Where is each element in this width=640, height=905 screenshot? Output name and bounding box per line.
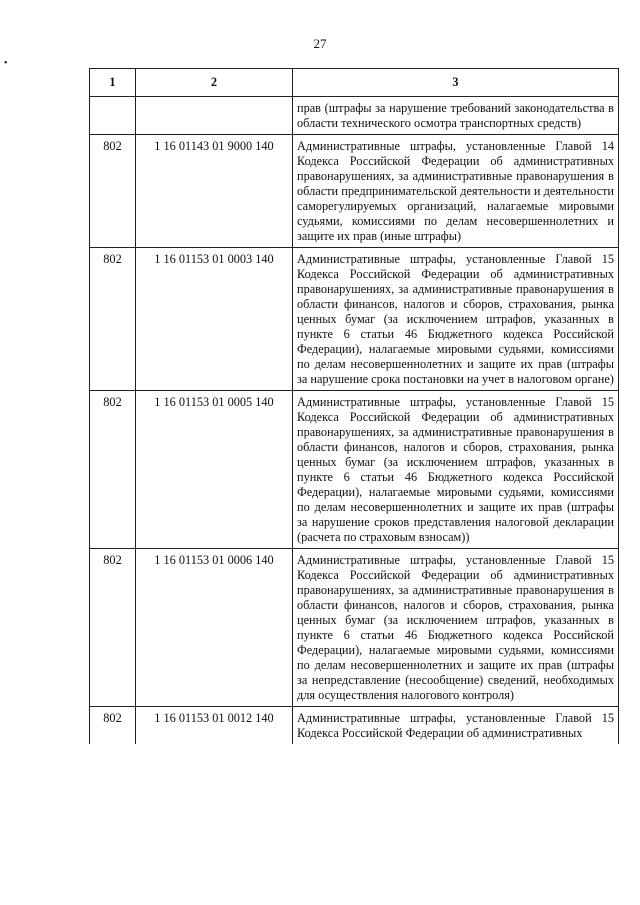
budget-code: 1 16 01153 01 0012 140	[136, 707, 293, 745]
row-number: 802	[90, 549, 136, 707]
budget-code: 1 16 01143 01 9000 140	[136, 135, 293, 248]
table-row	[90, 135, 619, 248]
table-row	[90, 707, 619, 745]
budget-code: 1 16 01153 01 0003 140	[136, 248, 293, 391]
budget-code: 1 16 01153 01 0005 140	[136, 391, 293, 549]
table-row	[90, 97, 619, 135]
page-number: 27	[313, 36, 327, 51]
fines-table	[89, 68, 619, 744]
budget-code: 1 16 01153 01 0006 140	[136, 549, 293, 707]
table-row	[90, 549, 619, 707]
row-number	[90, 97, 136, 135]
column-header-3: 3	[293, 69, 619, 97]
fine-description: прав (штрафы за нарушение требований законодательства в области технического осмотра транспортных средств)	[293, 97, 619, 135]
row-number: 802	[90, 135, 136, 248]
row-number: 802	[90, 391, 136, 549]
row-number: 802	[90, 248, 136, 391]
column-header-1: 1	[90, 69, 136, 97]
table-row	[90, 248, 619, 391]
row-number: 802	[90, 707, 136, 745]
table-row	[90, 391, 619, 549]
table-header-row	[90, 69, 619, 97]
fine-description: Административные штрафы, установленные Главой 14 Кодекса Российской Федерации об административных правонарушениях, за административные правонарушения в области предпринимательской деятельности и деятельности саморегулируемых организаций, налагаемые мировыми судьями, комиссиями по делам несовершеннолетних и защите их прав (иные штрафы)	[293, 135, 619, 248]
fine-description: Административные штрафы, установленные Главой 15 Кодекса Российской Федерации об административных	[293, 707, 619, 745]
fine-description: Административные штрафы, установленные Главой 15 Кодекса Российской Федерации об административных правонарушениях, за административные правонарушения в области финансов, налогов и сборов, страхования, рынка ценных бумаг (за исключением штрафов, указанных в пункте 6 статьи 46 Бюджетного кодекса Российской Федерации), налагаемые мировыми судьями, комиссиями по делам несовершеннолетних и защите их прав (штрафы за нарушение срока постановки на учет в налоговом органе)	[293, 248, 619, 391]
margin-mark: •	[4, 58, 8, 69]
budget-code	[136, 97, 293, 135]
column-header-2: 2	[136, 69, 293, 97]
fine-description: Административные штрафы, установленные Главой 15 Кодекса Российской Федерации об административных правонарушениях, за административные правонарушения в области финансов, налогов и сборов, страхования, рынка ценных бумаг (за исключением штрафов, указанных в пункте 6 статьи 46 Бюджетного кодекса Российской Федерации), налагаемые мировыми судьями, комиссиями по делам несовершеннолетних и защите их прав (штрафы за нарушение сроков представления налоговой декларации (расчета по страховым взносам))	[293, 391, 619, 549]
fine-description: Административные штрафы, установленные Главой 15 Кодекса Российской Федерации об административных правонарушениях, за административные правонарушения в области финансов, налогов и сборов, страхования, рынка ценных бумаг (за исключением штрафов, указанных в пункте 6 статьи 46 Бюджетного кодекса Российской Федерации), налагаемые мировыми судьями, комиссиями по делам несовершеннолетних и защите их прав (штрафы за непредставление (несообщение) сведений, необходимых для осуществления налогового контроля)	[293, 549, 619, 707]
